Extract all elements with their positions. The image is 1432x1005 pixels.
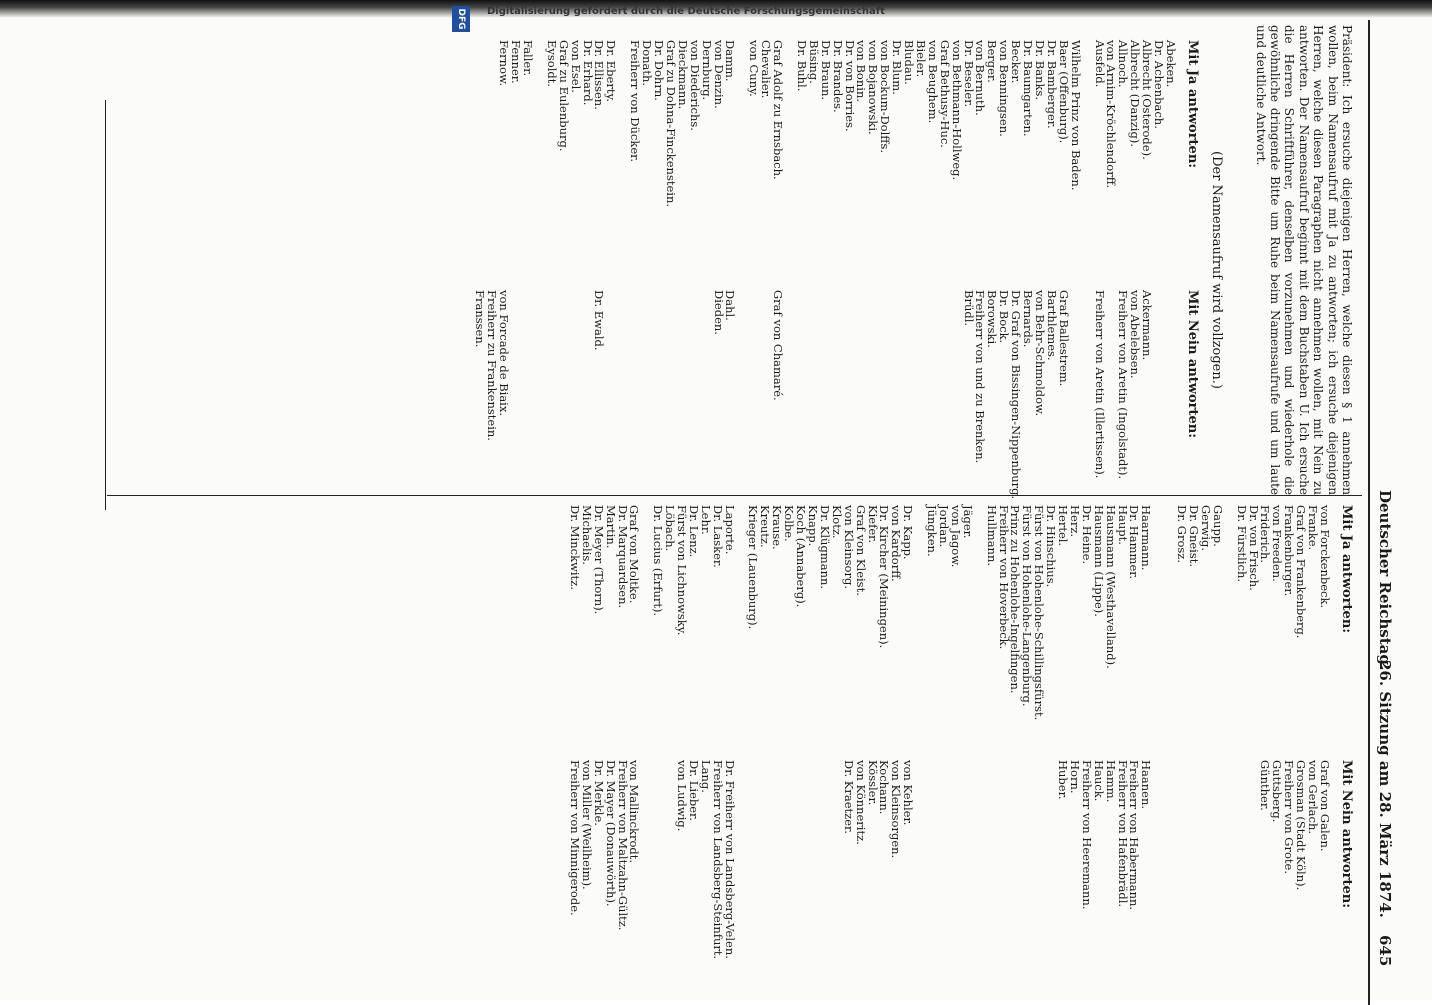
member-name: Guttsberg. (1270, 760, 1285, 823)
member-name: Freiherr von Hoverbeck. (996, 505, 1011, 650)
member-name: Freiherr von Maltzahn-Gültz. (615, 760, 630, 931)
member-name: Dr. Bamberger. (1044, 40, 1059, 129)
member-name: von Benningsen. (997, 40, 1012, 137)
right-no-list (568, 760, 1330, 959)
member-name: von Bonin. (854, 40, 869, 103)
member-name (902, 290, 914, 499)
member-name (663, 760, 675, 959)
member-name (651, 760, 663, 959)
member-name (770, 760, 782, 959)
member-name: Bludau. (902, 40, 917, 85)
member-name: Dr. Buhl. (794, 40, 809, 92)
member-name: Graf Ballestrem. (1056, 290, 1071, 387)
member-name: von Bojanowski. (866, 40, 881, 135)
member-name (664, 290, 676, 499)
member-name (569, 290, 581, 499)
member-name: Graf von Chamaré. (771, 290, 786, 401)
member-name (735, 40, 747, 207)
member-name: Graf Bethusy-Huc. (937, 40, 952, 148)
right-no-heading: Mit Nein antworten: (1339, 760, 1354, 909)
member-name: Berger. (985, 40, 1000, 83)
member-name (1247, 760, 1259, 959)
member-name: Klotz. (829, 505, 844, 539)
member-name (1081, 290, 1093, 499)
member-name: von Kleinsorgen. (889, 760, 904, 859)
member-name (1032, 760, 1044, 959)
member-name: Freiherr von und zu Brenken. (973, 290, 988, 464)
member-name: Freiherr von Aretin (Illertissen). (1092, 290, 1107, 479)
member-name: von Jagow. (948, 505, 963, 568)
left-no-heading: Mit Nein antworten: (1185, 290, 1200, 439)
member-name: Dr. Dohrn. (652, 40, 667, 101)
member-name (1175, 760, 1187, 959)
right-yes-list (568, 505, 1330, 720)
member-name (557, 290, 569, 499)
member-name: Chevalier. (759, 40, 774, 99)
member-name: von Abelebsen. (1128, 290, 1143, 379)
member-name: Dr. Lasker. (710, 505, 725, 568)
member-name: Dr. Baumgarten. (1021, 40, 1036, 137)
member-name (688, 290, 700, 499)
member-name (581, 290, 593, 499)
member-name: Fernow. (497, 40, 512, 87)
member-name: von Gerlach. (1306, 760, 1321, 835)
member-name: Donath. (640, 40, 655, 87)
header-session-date: 26. Sitzung am 28. März 1874. (1376, 660, 1394, 918)
member-name: Albrecht (Osterode). (1140, 40, 1155, 160)
member-name: Grosman (Stadt Köln). (1294, 760, 1309, 891)
member-name: Freiherr von Minnigerode. (567, 760, 582, 916)
member-name: Martin. (603, 505, 618, 549)
member-name: von Kehler. (901, 760, 916, 826)
member-name: von Bernuth. (973, 40, 988, 116)
member-name: von Arnim-Kröchlendorff. (1104, 40, 1119, 189)
member-name: Freiherr von Habermann. (1127, 760, 1142, 911)
member-name: Barthlemes. (1044, 290, 1059, 361)
member-name (782, 760, 794, 959)
member-name (866, 290, 878, 499)
member-name: Eysoldt. (544, 40, 559, 88)
member-name (997, 760, 1009, 959)
member-name: Jüngken. (925, 505, 940, 557)
member-name (806, 760, 818, 959)
member-name: von Bethmann-Hollweg. (949, 40, 964, 181)
member-name (830, 760, 842, 959)
member-name: Kochann. (877, 760, 892, 815)
member-name (1187, 760, 1199, 959)
member-name: Dieden. (711, 290, 726, 335)
section-rule (105, 100, 106, 510)
member-name: Laporte. (722, 505, 737, 555)
member-name: Kiefer. (865, 505, 880, 544)
member-name: von Behr-Schmoldow. (1033, 290, 1048, 417)
member-name: Dr. Hammer. (1127, 505, 1142, 580)
member-name: Dr. Fürstlich. (1234, 505, 1249, 583)
member-name: Dr. Meyer (Thorn). (591, 505, 606, 615)
member-name: von Denzin. (711, 40, 726, 109)
member-name: Graf Adolf zu Ernsbach. (771, 40, 786, 180)
member-name: Ausfeld. (1092, 40, 1107, 88)
member-name: Dr. Beseler. (961, 40, 976, 108)
member-name (949, 760, 961, 959)
member-name: Dr. Marquardsen. (615, 505, 630, 609)
member-name (639, 760, 651, 959)
member-name (925, 760, 937, 959)
member-name (950, 290, 962, 499)
member-name (794, 760, 806, 959)
member-name: Dr. Freiherr von Landsberg-Velen. (722, 760, 737, 959)
member-name: Dr. Kapp. (901, 505, 916, 560)
member-name: Krause. (770, 505, 785, 550)
member-name: Friderich. (1258, 505, 1273, 563)
member-name (759, 760, 771, 959)
member-name: von Freeden. (1270, 505, 1285, 582)
member-name (985, 760, 997, 959)
member-name: von Könneritz. (853, 760, 868, 845)
member-name (1163, 505, 1175, 720)
member-name: Dr. von Borries. (842, 40, 857, 132)
member-name: Dr. Braun. (818, 40, 833, 101)
member-name: Freiherr von Heeremann. (1079, 760, 1094, 910)
member-name (843, 290, 855, 499)
member-name (533, 290, 545, 499)
page-header (1370, 20, 1396, 1005)
member-name: Büsing. (806, 40, 821, 84)
member-name: von Miller (Weilheim). (579, 760, 594, 890)
header-rule (1368, 20, 1370, 1005)
member-name: Wilhelm Prinz von Baden. (1068, 40, 1083, 191)
member-name: Freiherr von Dücker. (628, 40, 643, 163)
left-yes-heading: Mit Ja antworten: (1185, 40, 1200, 169)
member-name: Knapp. (806, 505, 821, 547)
member-name (1199, 760, 1211, 959)
member-name: Franke. (1306, 505, 1321, 551)
member-name: Fürst von Hohenlohe-Langenburg. (1020, 505, 1035, 707)
member-name (913, 505, 925, 720)
member-name: Haupt. (1115, 505, 1130, 545)
member-name: Lang. (698, 760, 713, 793)
member-name (735, 290, 747, 499)
member-name (890, 290, 902, 499)
member-name (1151, 760, 1163, 959)
member-name (639, 505, 651, 720)
member-name: Freiherr von Landsberg-Steinfurt. (710, 760, 725, 960)
header-title: Deutscher Reichstag. (1376, 490, 1394, 671)
member-name: Graf von Kleist. (853, 505, 868, 596)
member-name: Borowski. (985, 290, 1000, 348)
member-name (961, 760, 973, 959)
member-name: Kreutz. (758, 505, 773, 548)
member-name: Graf von Moltke. (627, 505, 642, 604)
right-yes-heading: Mit Ja antworten: (1339, 505, 1354, 634)
member-name: von Beughem. (925, 40, 940, 124)
member-name: Ackermann. (1140, 290, 1155, 361)
member-name (509, 290, 521, 499)
member-name: Dernburg. (699, 40, 714, 101)
member-name (652, 290, 664, 499)
member-name (926, 290, 938, 499)
president-statement: Präsident: Ich ersuche diejenigen Herren, welche diesen § 1 annehmen wollen, beim Namensaufruf mit Ja zu antworten; ich ersuche diejenigen Herren, welche diesen Paragraphen nicht annehmen wollen, mit Nein zu antworten. Der Namensaufruf beginnt mit dem Buchstaben U. Ich ersuche die Herren Schriftführer, denselben vorzunehmen und wiederhole die gewöhnliche dringende Bitte um Ruhe beim Namensaufrufe und um laute und deutliche Antwort. (1253, 25, 1354, 495)
member-name: Albrecht (Danzig). (1128, 40, 1143, 147)
member-name (819, 290, 831, 499)
member-name: von Forcade de Biaix. (497, 290, 512, 417)
member-name: von Ludwig. (675, 760, 690, 832)
member-name: Hamm. (1103, 760, 1118, 803)
member-name: Allnoch. (1116, 40, 1131, 88)
member-name (1020, 760, 1032, 959)
member-name: Fenner. (509, 40, 524, 84)
member-name: Frankenburger. (1282, 505, 1297, 597)
member-name (628, 290, 640, 499)
member-name (831, 290, 843, 499)
member-name (1009, 760, 1021, 959)
page-number: 645 (1376, 935, 1394, 967)
member-name: Günther. (1258, 760, 1273, 811)
member-name: Herz. (1067, 505, 1082, 538)
member-name: Abeken. (1164, 40, 1178, 88)
member-name (795, 290, 807, 499)
member-name (1163, 760, 1175, 959)
member-name: Damm. (723, 40, 738, 82)
member-name: Fürst von Lichnowsky. (675, 505, 690, 636)
member-name: Dr. Erhard. (580, 40, 595, 106)
member-name (1235, 760, 1247, 959)
member-name: Dr. Ellissen. (592, 40, 607, 110)
member-name (616, 40, 628, 207)
member-name: von Esel. (568, 40, 583, 93)
member-name: Dr. Hinschius. (1044, 505, 1059, 588)
member-name: Graf von Galen. (1318, 760, 1332, 852)
member-name: Löbach. (663, 505, 678, 552)
member-name: Dr. Eberty. (604, 40, 619, 103)
left-no-list (474, 290, 1176, 499)
member-name (818, 760, 830, 959)
member-name: Bieler. (913, 40, 928, 78)
member-name (1164, 290, 1176, 499)
member-name: von Kardorff. (889, 505, 904, 582)
member-name (1151, 505, 1163, 720)
member-name: Dr. Lucius (Erfurt). (651, 505, 666, 617)
left-yes-list (497, 40, 1176, 207)
member-name: Becker. (1009, 40, 1024, 84)
member-name (855, 290, 867, 499)
member-name (676, 290, 688, 499)
member-name: Huber. (1056, 760, 1071, 800)
member-name (605, 290, 617, 499)
member-name: Dr. Merkle. (591, 760, 606, 826)
roll-call-note: (Der Namensaufruf wird vollzogen.) (1209, 151, 1224, 389)
member-name: Bernards. (1021, 290, 1036, 348)
member-name (700, 290, 712, 499)
member-name: Dr. Lieber. (686, 760, 701, 821)
member-name: Horn. (1067, 760, 1082, 794)
member-name: Dr. von Frisch. (1246, 505, 1261, 591)
member-name: Fürst von Hohenlohe-Schillingsfürst. (1032, 505, 1047, 721)
member-name: Dieckmann. (675, 40, 690, 110)
member-name: Hausmann (Lippe). (1091, 505, 1106, 617)
member-name: Franssen. (473, 290, 488, 348)
digitization-credit: Digitalisierung gefördert durch die Deutsche Forschungsgemeinschaft (487, 6, 885, 17)
member-name: Freiherr von Hafenbrädl. (1115, 760, 1130, 908)
member-name: Michaelis. (579, 505, 594, 565)
member-name (914, 290, 926, 499)
dfg-logo: DFG (452, 6, 470, 32)
member-name: Dahl. (723, 290, 738, 321)
member-name: Dr. Kraetzer. (841, 760, 856, 834)
member-name (973, 760, 985, 959)
member-name: Haarmann. (1139, 505, 1154, 571)
member-name: Hullmann. (984, 505, 999, 567)
member-name: Lehr. (698, 505, 713, 535)
member-name: Brüdl. (961, 290, 976, 327)
member-name: von Forckenbeck. (1318, 505, 1332, 609)
member-name: von Diederichs. (687, 40, 702, 131)
member-name: Graf zu Eulenburg. (556, 40, 571, 152)
member-name: von Bockum-Dolffs. (878, 40, 893, 154)
member-name: Graf zu Dohna-Finckenstein. (663, 40, 678, 208)
member-name: Dr. Achenbach. (1152, 40, 1167, 129)
member-name: Kössler. (865, 760, 880, 806)
member-name: Dr. Bock. (997, 290, 1012, 344)
member-name (1223, 760, 1235, 959)
member-name: Dr. Banks. (1033, 40, 1048, 101)
member-name (759, 290, 771, 499)
member-name (1211, 760, 1223, 959)
member-name (913, 760, 925, 959)
member-name: Dr. Minckwitz. (567, 505, 582, 590)
member-name: Dr. Kircher (Meiningen). (877, 505, 892, 649)
member-name: Hausmann (Westhavelland). (1103, 505, 1118, 669)
member-name: Dr. Grosz. (1175, 505, 1190, 563)
member-name: Dr. Klügmann. (817, 505, 832, 590)
member-name (521, 290, 533, 499)
member-name: Hertel. (1056, 505, 1071, 547)
member-name: Koch (Annaberg). (794, 505, 809, 608)
member-name: Dr. Lenz. (686, 505, 701, 558)
member-name (807, 290, 819, 499)
member-name: Dr. Blum. (890, 40, 905, 95)
member-name: Kolbe. (782, 505, 797, 542)
member-name: Dr. Ewald. (592, 290, 607, 351)
member-name: Haanen. (1139, 760, 1154, 810)
member-name (937, 760, 949, 959)
member-name (747, 290, 759, 499)
member-name: Graf von Frankenberg. (1294, 505, 1309, 639)
member-name: Dr. Graf von Bissingen-Nippenburg. (1009, 290, 1024, 500)
member-name: Gaupp. (1210, 505, 1225, 547)
member-name: Dr. Mayer (Donauwörth). (603, 760, 618, 907)
member-name (616, 290, 628, 499)
member-name: Dr. Heine. (1079, 505, 1094, 565)
member-name: Dr. Gneist. (1187, 505, 1202, 568)
member-name (878, 290, 890, 499)
member-name: Hauck. (1091, 760, 1106, 802)
member-name: Krieger (Lauenburg). (746, 505, 761, 630)
member-name: Jordan. (937, 505, 951, 548)
member-name (938, 290, 950, 499)
member-name (747, 760, 759, 959)
member-name: Freiherr zu Frankenstein. (485, 290, 500, 441)
member-name (545, 290, 557, 499)
member-name: Baer (Offenburg). (1056, 40, 1071, 144)
member-name (640, 290, 652, 499)
member-name: Freiherr von Grote. (1282, 760, 1297, 874)
member-name: von Kleinsorg. (841, 505, 856, 589)
member-name: Freiherr von Aretin (Ingolstadt). (1116, 290, 1131, 480)
member-name: Gerwig. (1198, 505, 1213, 552)
member-name: von Mallinckrodt. (627, 760, 642, 864)
member-name: Prinz zu Hohenlohe-Ingelfingen. (1008, 505, 1023, 694)
member-name: Dr. Brandes. (830, 40, 845, 113)
member-name: Faller. (521, 40, 536, 77)
member-name (1044, 760, 1056, 959)
member-name: von Cuny. (747, 40, 762, 97)
member-name: Jäger. (960, 505, 975, 539)
